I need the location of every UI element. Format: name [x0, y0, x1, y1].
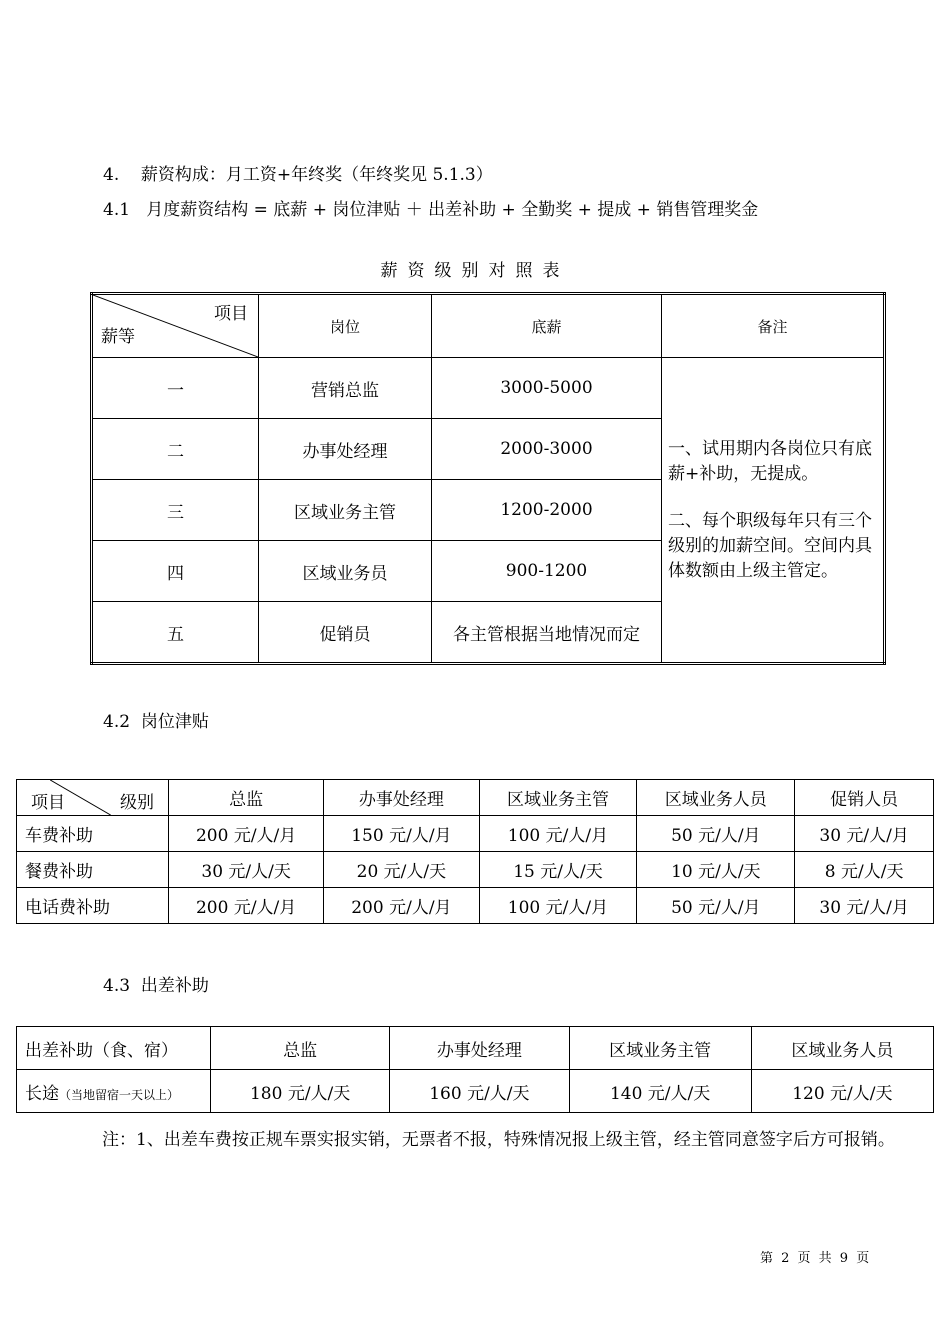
col-header: 区域业务人员 — [637, 780, 795, 816]
col-header: 促销人员 — [795, 780, 934, 816]
note-text: 注：1、出差车费按正规车票实报实销，无票者不报，特殊情况报上级主管，经主管同意签字后方可报销。 — [102, 1130, 895, 1150]
col-header: 办事处经理 — [324, 780, 479, 816]
note-cell — [662, 358, 885, 664]
allowance-table — [16, 779, 934, 924]
position-cell: 办事处经理 — [259, 419, 432, 480]
diag-top-label: 项目 — [214, 304, 248, 324]
row-label: 电话费补助 — [17, 888, 169, 924]
diagonal-header-cell — [17, 780, 169, 816]
diag-bottom-label: 薪等 — [101, 327, 135, 347]
salary-grade-table — [90, 292, 886, 665]
salary-table-title: 薪资级别对照表 — [380, 261, 570, 281]
header-label: 出差补助（食、宿） — [17, 1027, 211, 1070]
col-header-position: 岗位 — [259, 294, 432, 358]
diag-right-label: 级别 — [120, 793, 154, 813]
note-1: 一、试用期内各岗位只有底薪+补助，无提成。 — [668, 438, 872, 484]
table-cell: 200 元/人/月 — [169, 888, 324, 924]
col-header: 总监 — [211, 1027, 390, 1070]
table-cell: 150 元/人/月 — [324, 816, 479, 852]
table-cell: 30 元/人/月 — [795, 888, 934, 924]
base-cell: 3000-5000 — [432, 358, 662, 419]
col-header-note: 备注 — [662, 294, 885, 358]
position-cell: 区域业务主管 — [259, 480, 432, 541]
row-label-small: （当地留宿一天以上） — [59, 1087, 180, 1102]
col-header-base: 底薪 — [432, 294, 662, 358]
heading-4-2: 4.2 岗位津贴 — [103, 712, 209, 732]
table-cell: 30 元/人/天 — [169, 852, 324, 888]
diagonal-header-cell — [92, 294, 259, 358]
table-row — [92, 358, 885, 419]
col-header: 区域业务人员 — [751, 1027, 933, 1070]
page-footer: 第 2 页 共 9 页 — [760, 1251, 872, 1266]
grade-cell: 二 — [92, 419, 259, 480]
table-row — [17, 816, 934, 852]
base-cell: 2000-3000 — [432, 419, 662, 480]
col-header: 区域业务主管 — [479, 780, 637, 816]
table-cell: 120 元/人/天 — [751, 1070, 933, 1113]
note-2: 二、每个职级每年只有三个级别的加薪空间。空间内具体数额由上级主管定。 — [668, 510, 872, 581]
position-cell: 区域业务员 — [259, 541, 432, 602]
heading-4-3: 4.3 出差补助 — [103, 976, 209, 996]
heading-4: 4. 薪资构成：月工资+年终奖（年终奖见 5.1.3） — [103, 165, 493, 185]
position-cell: 营销总监 — [259, 358, 432, 419]
table-cell: 50 元/人/月 — [637, 816, 795, 852]
table-cell: 30 元/人/月 — [795, 816, 934, 852]
row-label: 车费补助 — [17, 816, 169, 852]
table-cell: 50 元/人/月 — [637, 888, 795, 924]
table-row — [17, 888, 934, 924]
heading-4-1: 4.1 月度薪资结构 = 底薪 + 岗位津贴 ＋ 出差补助 + 全勤奖 + 提成 + 销售管理奖金 — [103, 200, 759, 220]
col-header: 区域业务主管 — [569, 1027, 751, 1070]
grade-cell: 四 — [92, 541, 259, 602]
row-label — [17, 1070, 211, 1113]
base-cell: 各主管根据当地情况而定 — [432, 602, 662, 664]
position-cell: 促销员 — [259, 602, 432, 664]
table-cell: 160 元/人/天 — [390, 1070, 569, 1113]
table-row — [17, 852, 934, 888]
row-label: 餐费补助 — [17, 852, 169, 888]
table-cell: 20 元/人/天 — [324, 852, 479, 888]
grade-cell: 三 — [92, 480, 259, 541]
col-header: 总监 — [169, 780, 324, 816]
table-cell: 100 元/人/月 — [479, 888, 637, 924]
table-cell: 200 元/人/月 — [169, 816, 324, 852]
diag-left-label: 项目 — [31, 793, 65, 813]
grade-cell: 一 — [92, 358, 259, 419]
col-header: 办事处经理 — [390, 1027, 569, 1070]
row-label-main: 长途 — [25, 1083, 59, 1104]
table-cell: 100 元/人/月 — [479, 816, 637, 852]
table-cell: 15 元/人/天 — [479, 852, 637, 888]
travel-allowance-table — [16, 1026, 934, 1113]
grade-cell: 五 — [92, 602, 259, 664]
table-row — [17, 1070, 934, 1113]
table-cell: 180 元/人/天 — [211, 1070, 390, 1113]
table-cell: 10 元/人/天 — [637, 852, 795, 888]
table-cell: 140 元/人/天 — [569, 1070, 751, 1113]
base-cell: 900-1200 — [432, 541, 662, 602]
base-cell: 1200-2000 — [432, 480, 662, 541]
table-cell: 200 元/人/月 — [324, 888, 479, 924]
table-cell: 8 元/人/天 — [795, 852, 934, 888]
